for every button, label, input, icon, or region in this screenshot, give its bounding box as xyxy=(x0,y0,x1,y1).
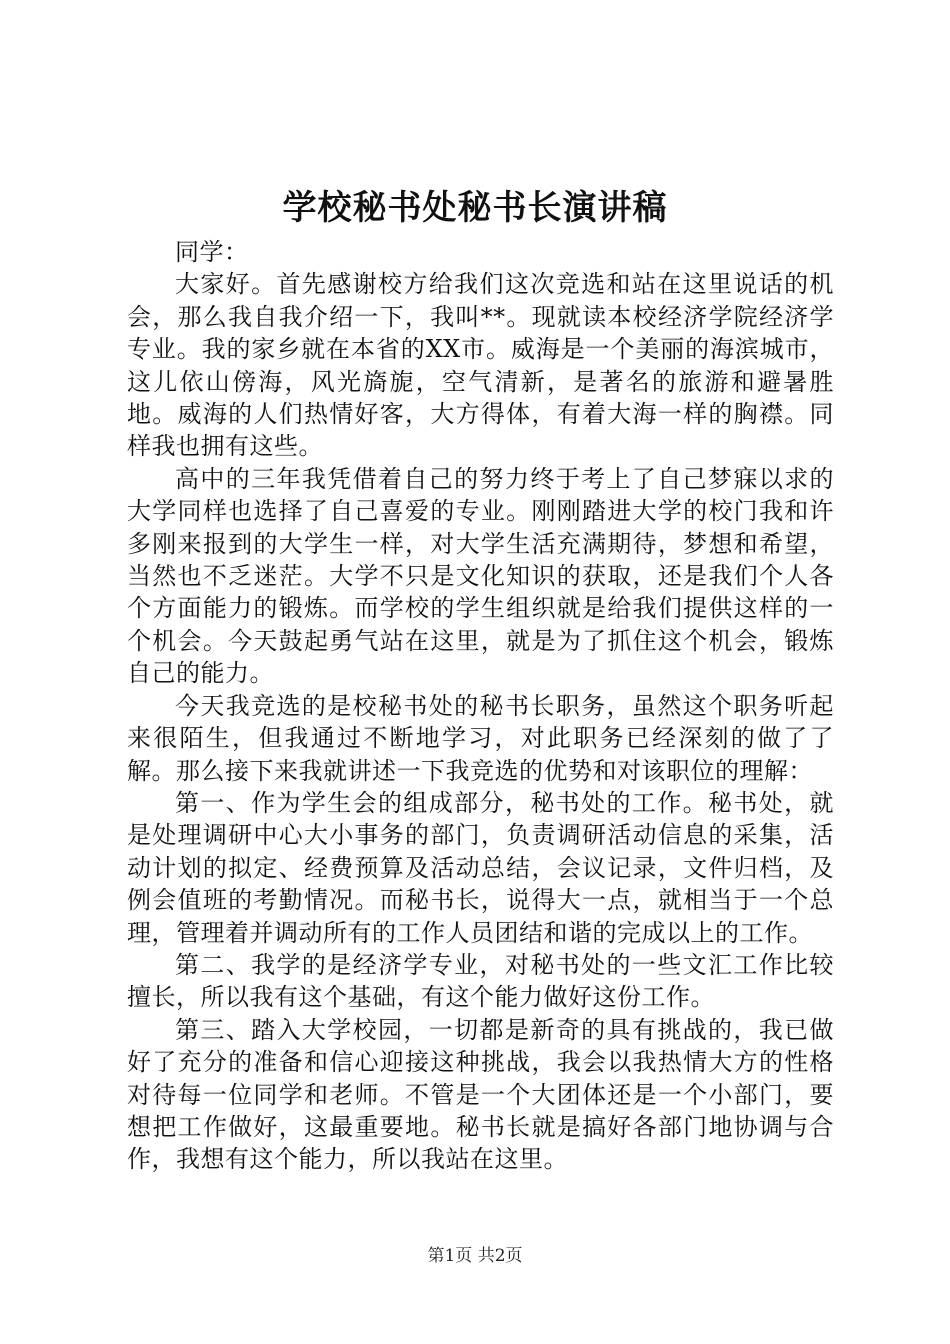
body-paragraph: 今天我竞选的是校秘书处的秘书长职务，虽然这个职务听起来很陌生，但我通过不断地学习，对此职务已经深刻的做了了解。那么接下来我就讲述一下我竞选的优势和对该职位的理解： xyxy=(127,691,834,785)
document-body xyxy=(127,236,834,1176)
body-paragraph: 大家好。首先感谢校方给我们这次竞选和站在这里说话的机会，那么我自我介绍一下，我叫**。现就读本校经济学院经济学专业。我的家乡就在本省的XX市。威海是一个美丽的海滨城市，这儿依山傍海，风光旖旎，空气清新，是著名的旅游和避暑胜地。威海的人们热情好客，大方得体，有着大海一样的胸襟。同样我也拥有这些。 xyxy=(127,270,834,461)
page-number-footer: 第1页 共2页 xyxy=(427,1246,523,1266)
greeting-paragraph: 同学： xyxy=(175,238,249,266)
body-paragraph: 第三、踏入大学校园，一切都是新奇的具有挑战的，我已做好了充分的准备和信心迎接这种挑战，我会以我热情大方的性格对待每一位同学和老师。不管是一个大团体还是一个小部门，要想把工作做好，这最重要地。秘书长就是搞好各部门地协调与合作，我想有这个能力，所以我站在这里。 xyxy=(127,1015,834,1174)
document-title: 学校秘书处秘书长演讲稿 xyxy=(282,188,668,228)
body-paragraph: 高中的三年我凭借着自己的努力终于考上了自己梦寐以求的大学同样也选择了自己喜爱的专业。刚刚踏进大学的校门我和许多刚来报到的大学生一样，对大学生活充满期待，梦想和希望，当然也不乏迷茫。大学不只是文化知识的获取，还是我们个人各个方面能力的锻炼。而学校的学生组织就是给我们提供这样的一个机会。今天鼓起勇气站在这里，就是为了抓住这个机会，锻炼自己的能力。 xyxy=(127,464,834,688)
body-paragraph: 第一、作为学生会的组成部分，秘书处的工作。秘书处，就是处理调研中心大小事务的部门，负责调研活动信息的采集，活动计划的拟定、经费预算及活动总结，会议记录，文件归档，及例会值班的考勤情况。而秘书长，说得大一点，就相当于一个总理，管理着并调动所有的工作人员团结和谐的完成以上的工作。 xyxy=(127,788,834,947)
body-paragraph: 第二、我学的是经济学专业，对秘书处的一些文汇工作比较擅长，所以我有这个基础，有这个能力做好这份工作。 xyxy=(127,950,834,1012)
